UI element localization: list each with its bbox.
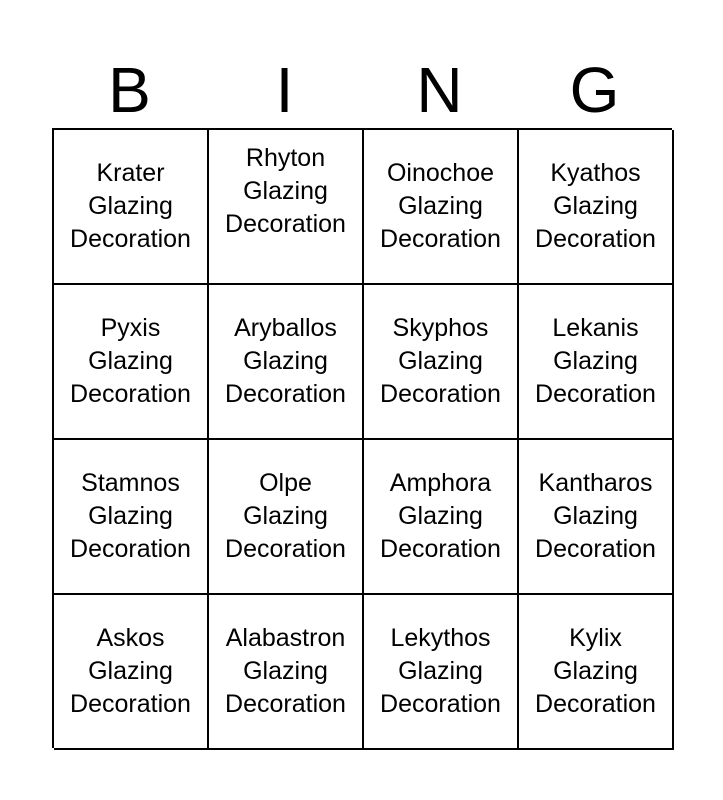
cell-term: Krater bbox=[96, 159, 165, 187]
bingo-header bbox=[52, 40, 672, 128]
cell-category: Decoration bbox=[225, 535, 346, 563]
bingo-cell[interactable] bbox=[364, 440, 519, 595]
cell-category: Decoration bbox=[535, 380, 656, 408]
cell-term: Lekythos bbox=[390, 624, 491, 652]
cell-technique: Glazing bbox=[243, 347, 328, 375]
cell-term: Amphora bbox=[389, 469, 492, 497]
bingo-cell[interactable] bbox=[519, 595, 674, 750]
bingo-cell[interactable] bbox=[519, 440, 674, 595]
cell-technique: Glazing bbox=[553, 192, 638, 220]
cell-technique: Glazing bbox=[398, 347, 483, 375]
bingo-cell[interactable] bbox=[209, 285, 364, 440]
cell-technique: Glazing bbox=[398, 657, 483, 685]
cell-technique: Glazing bbox=[88, 192, 173, 220]
cell-category: Decoration bbox=[535, 535, 656, 563]
cell-technique: Glazing bbox=[88, 657, 173, 685]
cell-category: Decoration bbox=[70, 690, 191, 718]
bingo-cell[interactable] bbox=[209, 440, 364, 595]
bingo-cell[interactable] bbox=[209, 595, 364, 750]
bingo-card bbox=[52, 40, 672, 748]
bingo-cell[interactable] bbox=[519, 130, 674, 285]
bingo-grid bbox=[52, 128, 672, 748]
bingo-cell[interactable] bbox=[54, 285, 209, 440]
cell-term: Aryballos bbox=[234, 314, 337, 342]
cell-category: Decoration bbox=[70, 225, 191, 253]
cell-term: Pyxis bbox=[100, 314, 161, 342]
cell-category: Decoration bbox=[535, 690, 656, 718]
bingo-cell[interactable] bbox=[54, 440, 209, 595]
cell-category: Decoration bbox=[225, 210, 346, 238]
bingo-cell[interactable] bbox=[209, 130, 364, 285]
cell-technique: Glazing bbox=[243, 177, 328, 205]
cell-term: Oinochoe bbox=[386, 159, 495, 187]
header-letter-b: B bbox=[108, 54, 151, 126]
cell-term: Stamnos bbox=[81, 469, 180, 497]
cell-technique: Glazing bbox=[243, 502, 328, 530]
cell-category: Decoration bbox=[380, 690, 501, 718]
cell-technique: Glazing bbox=[398, 502, 483, 530]
header-letter-i: I bbox=[275, 54, 294, 126]
cell-category: Decoration bbox=[380, 380, 501, 408]
cell-term: Lekanis bbox=[552, 314, 639, 342]
cell-term: Kantharos bbox=[538, 469, 653, 497]
cell-technique: Glazing bbox=[553, 502, 638, 530]
cell-term: Kyathos bbox=[550, 159, 641, 187]
bingo-cell[interactable] bbox=[364, 285, 519, 440]
cell-category: Decoration bbox=[535, 225, 656, 253]
cell-term: Alabastron bbox=[225, 624, 346, 652]
bingo-cell[interactable] bbox=[519, 285, 674, 440]
cell-technique: Glazing bbox=[88, 347, 173, 375]
cell-category: Decoration bbox=[225, 380, 346, 408]
header-letter-n: N bbox=[416, 54, 463, 126]
cell-term: Skyphos bbox=[392, 314, 489, 342]
bingo-cell[interactable] bbox=[364, 130, 519, 285]
bingo-cell[interactable] bbox=[54, 595, 209, 750]
cell-category: Decoration bbox=[225, 690, 346, 718]
bingo-cell[interactable] bbox=[364, 595, 519, 750]
cell-category: Decoration bbox=[70, 380, 191, 408]
header-letter-g: G bbox=[569, 54, 620, 126]
cell-term: Askos bbox=[96, 624, 165, 652]
bingo-cell[interactable] bbox=[54, 130, 209, 285]
cell-term: Kylix bbox=[569, 624, 622, 652]
cell-technique: Glazing bbox=[398, 192, 483, 220]
cell-technique: Glazing bbox=[88, 502, 173, 530]
cell-category: Decoration bbox=[380, 225, 501, 253]
cell-term: Rhyton bbox=[245, 144, 326, 172]
cell-category: Decoration bbox=[70, 535, 191, 563]
cell-term: Olpe bbox=[259, 469, 312, 497]
cell-technique: Glazing bbox=[243, 657, 328, 685]
cell-category: Decoration bbox=[380, 535, 501, 563]
cell-technique: Glazing bbox=[553, 657, 638, 685]
cell-technique: Glazing bbox=[553, 347, 638, 375]
